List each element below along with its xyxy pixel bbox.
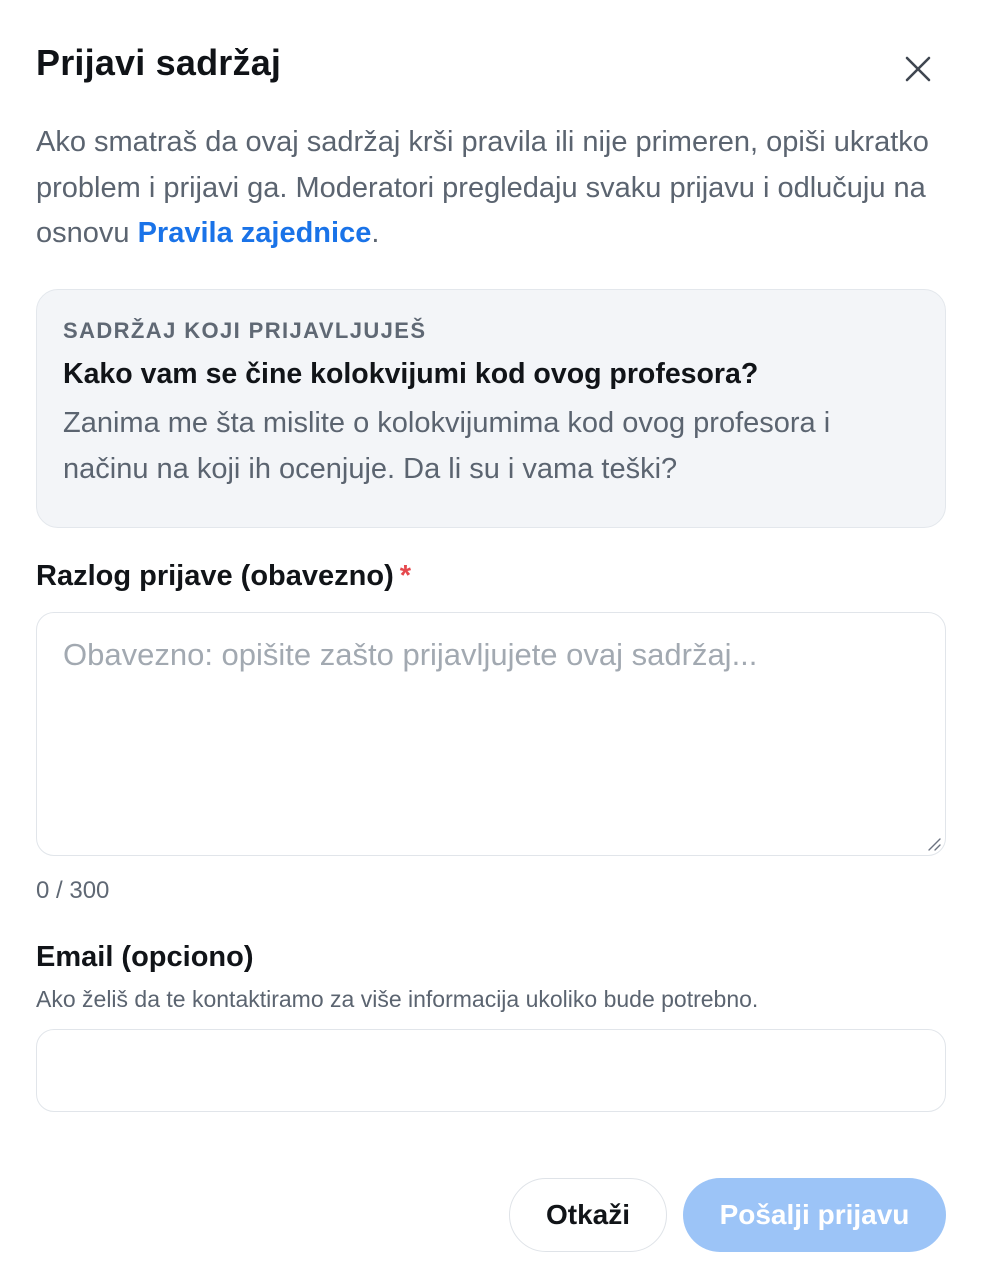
reported-content-title: Kako vam se čine kolokvijumi kod ovog profesora? [63, 358, 759, 390]
close-icon [904, 55, 932, 86]
resize-handle-icon[interactable] [926, 836, 942, 852]
character-counter: 0 / 300 [36, 877, 110, 904]
required-mark: * [399, 560, 412, 592]
community-rules-link[interactable]: Pravila zajednice [137, 217, 372, 249]
intro-end: . [371, 217, 380, 249]
reason-label-text: Razlog prijave (obavezno) [36, 560, 394, 592]
reported-content-label: SADRŽAJ KOJI PRIJAVLJUJEŠ [63, 318, 427, 343]
reason-label [36, 560, 411, 593]
cancel-button[interactable]: Otkaži [509, 1178, 667, 1252]
reason-textarea[interactable] [36, 612, 946, 856]
reported-content-body: Zanima me šta mislite o kolokvijumima kod ovog profesora i načinu na koji ih ocenjuje. Da li su i vama teški? [63, 407, 831, 485]
modal-title: Prijavi sadržaj [36, 42, 282, 83]
reported-content-box [36, 289, 946, 528]
email-helper-text: Ako želiš da te kontaktiramo za više informacija ukoliko bude potrebno. [36, 986, 759, 1012]
submit-report-button[interactable]: Pošalji prijavu [683, 1178, 946, 1252]
email-field[interactable] [36, 1029, 946, 1112]
email-label: Email (opciono) [36, 941, 254, 973]
close-button[interactable] [898, 50, 938, 90]
intro-body: Ako smatraš da ovaj sadržaj krši pravila ili nije primeren, opiši ukratko problem i prijavi ga. Moderatori pregledaju svaku prijavu i odlučuju na osnovu [36, 126, 929, 249]
intro-text [36, 120, 948, 257]
